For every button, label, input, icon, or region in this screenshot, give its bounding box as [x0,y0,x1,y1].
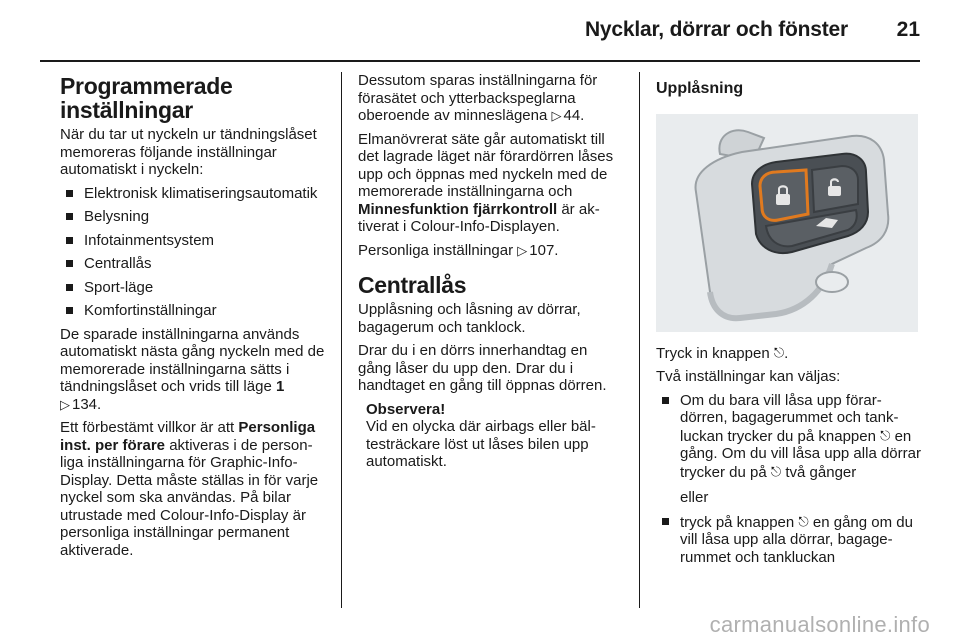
list-item [662,513,922,567]
note-box [358,401,624,471]
header-rule [40,60,920,62]
unlock-icon: ⎋ [880,427,891,443]
column-1 [60,72,326,565]
section-heading-programmerade [60,74,326,122]
paragraph-centrallas-intro: Upplåsning och låsning av dörrar, bagagerum och tanklock. [358,301,581,336]
intro-text: När du tar ut nyckeln ur tändningslåset memoreras följande inställningar automatiskt i nyckeln: [60,126,317,178]
page-reference[interactable]: 44. [563,107,585,124]
menu-setting-name: Minnesfunktion fjärrkontroll [358,200,558,218]
settings-list [60,185,326,320]
reference-arrow-icon: ▷ [517,242,528,258]
option-text: två gånger [785,463,857,481]
paragraph-condition [60,419,326,559]
option-text: tryck på knappen [680,513,795,531]
section-heading-centrallas: Centrallås [358,272,467,298]
list-item: Centrallås [66,255,326,273]
menu-setting-name: Personliga inst. per förare [60,419,316,454]
column-2 [358,72,624,471]
column-3 [656,72,922,572]
reference-arrow-icon: ▷ [60,396,70,412]
page-reference[interactable]: 107. [529,241,559,259]
list-item: Komfortinställningar [66,302,326,320]
list-item: Belysning [66,208,326,226]
paragraph-press-button: Tryck in knappen ⎋. [656,344,789,362]
paragraph-text: De sparade inställningarna används automatiskt nästa gång nyckeln med de memorerade inställningarna sätts i tändningslåset och vrids till läge [60,325,325,395]
paragraph-text: aktiveras i de personliga inställningarna för Graphic-Info-Display. Detta måste ställas in för varje nyckel som ska användas. På bilar utrustade med Colour-Info-Display är personliga inställningar permanent aktiverade. [60,436,319,559]
paragraph-text: Elmanövrerat säte går automatiskt till det lagrade läget när förardörren låses upp och öppnas med nyckeln med de memorerade inställningarna och [358,130,614,200]
unlock-icon: ⎋ [773,344,785,360]
paragraph-stored-settings [60,326,326,414]
paragraph-handle: Drar du i en dörrs innerhandtag en gång låser du upp den. Drar du i handtaget en gång till öppnas dörren. [358,342,607,394]
paragraph-text: är aktiverat i Colour-Info-Displayen. [358,200,600,235]
paragraph-seat [358,131,624,236]
paragraph-text: Ett förbestämt villkor är att [60,419,235,436]
list-item: Sport-läge [66,279,326,297]
paragraph-text: Tryck in knappen [656,344,770,362]
page-header [0,16,960,54]
list-item [662,392,922,507]
unlock-icon: ⎋ [798,513,809,529]
paragraph-two-settings: Två inställningar kan väljas: [656,368,841,385]
page-reference[interactable]: 134. [72,395,102,413]
paragraph-memory [358,72,624,125]
paragraph-personal [358,242,624,260]
note-text: Vid en olycka där airbags eller bältesträckare löst ut låses bilen upp automatiskt. [366,418,596,470]
subheading-upplasning: Upplåsning [656,80,744,97]
watermark: carmanualsonline.info [709,612,930,637]
option-text: en gång. Om du vill låsa upp alla dörrar trycker du på [680,427,921,481]
note-title: Observera! [366,400,446,418]
key-fob-image [656,114,918,332]
chapter-title: Nycklar, dörrar och fönster [584,18,848,41]
heading-line-2: inställningar [60,97,193,123]
unlock-icon: ⎋ [770,463,782,479]
reference-arrow-icon: ▷ [551,108,562,123]
paragraph-text: Dessutom sparas inställningarna för förasätet och ytterbackspeglarna oberoende av minneslägena [358,72,598,124]
list-item: Elektronisk klimatiseringsautomatik [66,185,326,203]
page-number: 21 [896,18,920,41]
ignition-position: 1 [275,378,285,395]
list-item: Infotainmentsystem [66,232,326,250]
key-fob-illustration [656,114,918,332]
heading-line-1: Programmerade [60,73,233,99]
paragraph-text: Personliga inställningar [358,241,514,259]
option-text: Om du bara vill låsa upp förardörren, bagagerummet och tankluckan trycker du på knappen [680,391,899,445]
or-text: eller [680,489,709,506]
column-divider [639,72,640,608]
column-divider [341,72,342,608]
option-text: en gång om du vill låsa upp alla dörrar, bagagerummet och tankluckan [680,513,913,566]
unlock-options-list [656,392,922,567]
